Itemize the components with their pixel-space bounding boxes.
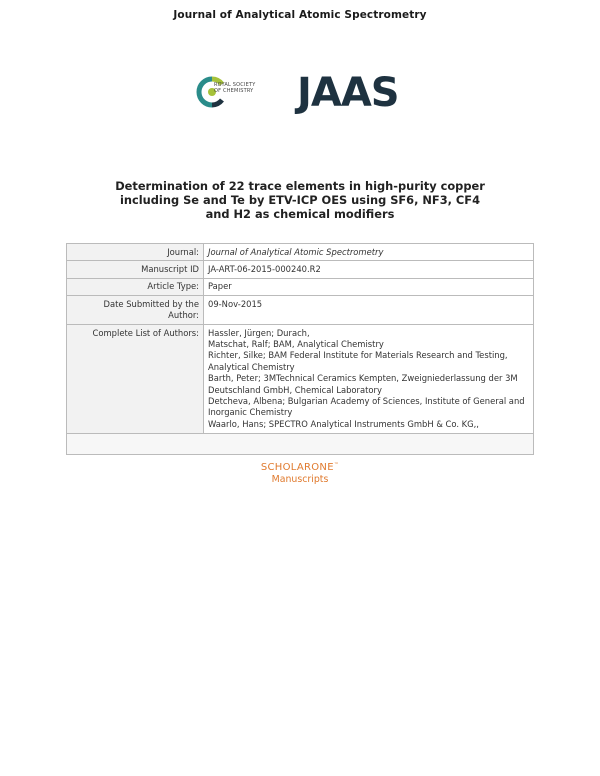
date-submitted-value: 09-Nov-2015 bbox=[204, 296, 534, 325]
jaas-logo: JAAS bbox=[297, 70, 399, 116]
author-line: Richter, Silke; BAM Federal Institute for Materials Research and Testing, bbox=[208, 350, 508, 361]
date-submitted-label: Date Submitted by the Author: bbox=[67, 296, 204, 325]
manuscript-id-row bbox=[67, 261, 534, 278]
authors-row bbox=[67, 325, 534, 434]
manuscript-info-table bbox=[66, 243, 534, 455]
author-line: Barth, Peter; 3MTechnical Ceramics Kempten, Zweigniederlassung der 3M bbox=[208, 373, 518, 384]
author-line: Inorganic Chemistry bbox=[208, 407, 293, 418]
blank-row bbox=[67, 433, 534, 454]
title-line: Determination of 22 trace elements in high-purity copper bbox=[115, 179, 485, 193]
author-line: Matschat, Ralf; BAM, Analytical Chemistry bbox=[208, 338, 384, 349]
author-line: Waarlo, Hans; SPECTRO Analytical Instruments GmbH & Co. KG,, bbox=[208, 418, 479, 429]
article-type-value: Paper bbox=[204, 278, 534, 295]
title-line: including Se and Te by ETV-ICP OES using SF6, NF3, CF4 bbox=[120, 192, 480, 207]
author-line: Deutschland GmbH, Chemical Laboratory bbox=[208, 384, 382, 395]
trademark-symbol: ™ bbox=[333, 462, 340, 468]
manuscripts-text: Manuscripts bbox=[271, 474, 329, 485]
article-type-label: Article Type: bbox=[67, 278, 204, 295]
rsc-logo-line: ROYAL SOCIETY bbox=[214, 82, 256, 88]
author-line: Detcheva, Albena; Bulgarian Academy of Sciences, Institute of General and bbox=[208, 395, 525, 406]
manuscript-id-value: JA-ART-06-2015-000240.R2 bbox=[204, 261, 534, 278]
date-submitted-row bbox=[67, 296, 534, 325]
scholarone-text: SCHOLARONE bbox=[260, 462, 334, 473]
article-type-row bbox=[67, 278, 534, 295]
title-line: and H2 as chemical modifiers bbox=[205, 206, 395, 221]
authors-label: Complete List of Authors: bbox=[67, 325, 204, 434]
rsc-logo-text bbox=[214, 83, 256, 94]
journal-label: Journal: bbox=[67, 244, 204, 261]
manuscript-id-label: Manuscript ID bbox=[67, 261, 204, 278]
rsc-logo-line: OF CHEMISTRY bbox=[214, 87, 254, 94]
journal-row bbox=[67, 244, 534, 261]
author-line: Analytical Chemistry bbox=[208, 361, 295, 372]
authors-list bbox=[204, 325, 534, 434]
journal-value: Journal of Analytical Atomic Spectrometry bbox=[204, 244, 534, 261]
scholarone-logo bbox=[0, 462, 600, 473]
blank-cell bbox=[67, 433, 534, 454]
author-line: Hassler, Jürgen; Durach, bbox=[208, 327, 310, 338]
paper-title bbox=[0, 180, 600, 221]
journal-header: Journal of Analytical Atomic Spectrometry bbox=[173, 9, 427, 21]
